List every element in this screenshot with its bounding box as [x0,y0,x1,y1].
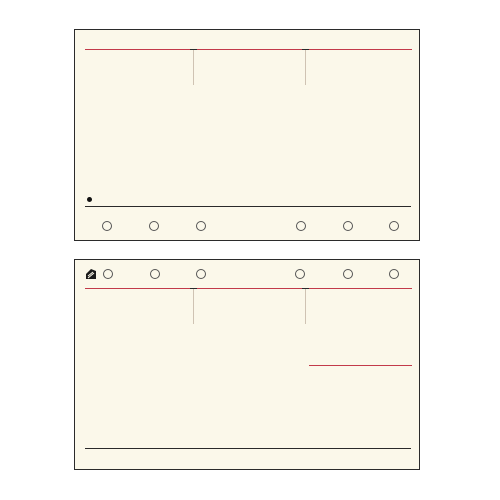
day-column-marker [309,365,412,366]
new-moon-icon [87,197,92,202]
binder-hole [389,269,399,279]
binder-hole [196,269,206,279]
binder-hole [296,221,306,231]
binder-hole [149,221,159,231]
column-divider [305,50,306,85]
column-divider [193,50,194,85]
binder-hole [389,221,399,231]
binder-hole [196,221,206,231]
day-column-marker [197,288,302,289]
binder-hole [103,269,113,279]
footer-rule [85,206,411,207]
binder-hole [343,221,353,231]
binder-hole [102,221,112,231]
day-column-marker [309,49,412,50]
footer-rule [85,448,411,449]
day-column-marker [85,49,190,50]
day-column-marker [197,49,302,50]
planner-page-left [74,29,420,241]
column-divider [193,289,194,324]
binder-hole [150,269,160,279]
column-divider [305,289,306,324]
day-column-marker [85,288,190,289]
binder-hole [343,269,353,279]
planner-page-right [74,259,420,470]
planner-logo-icon [85,268,97,280]
day-column-marker [309,288,412,289]
binder-hole [295,269,305,279]
